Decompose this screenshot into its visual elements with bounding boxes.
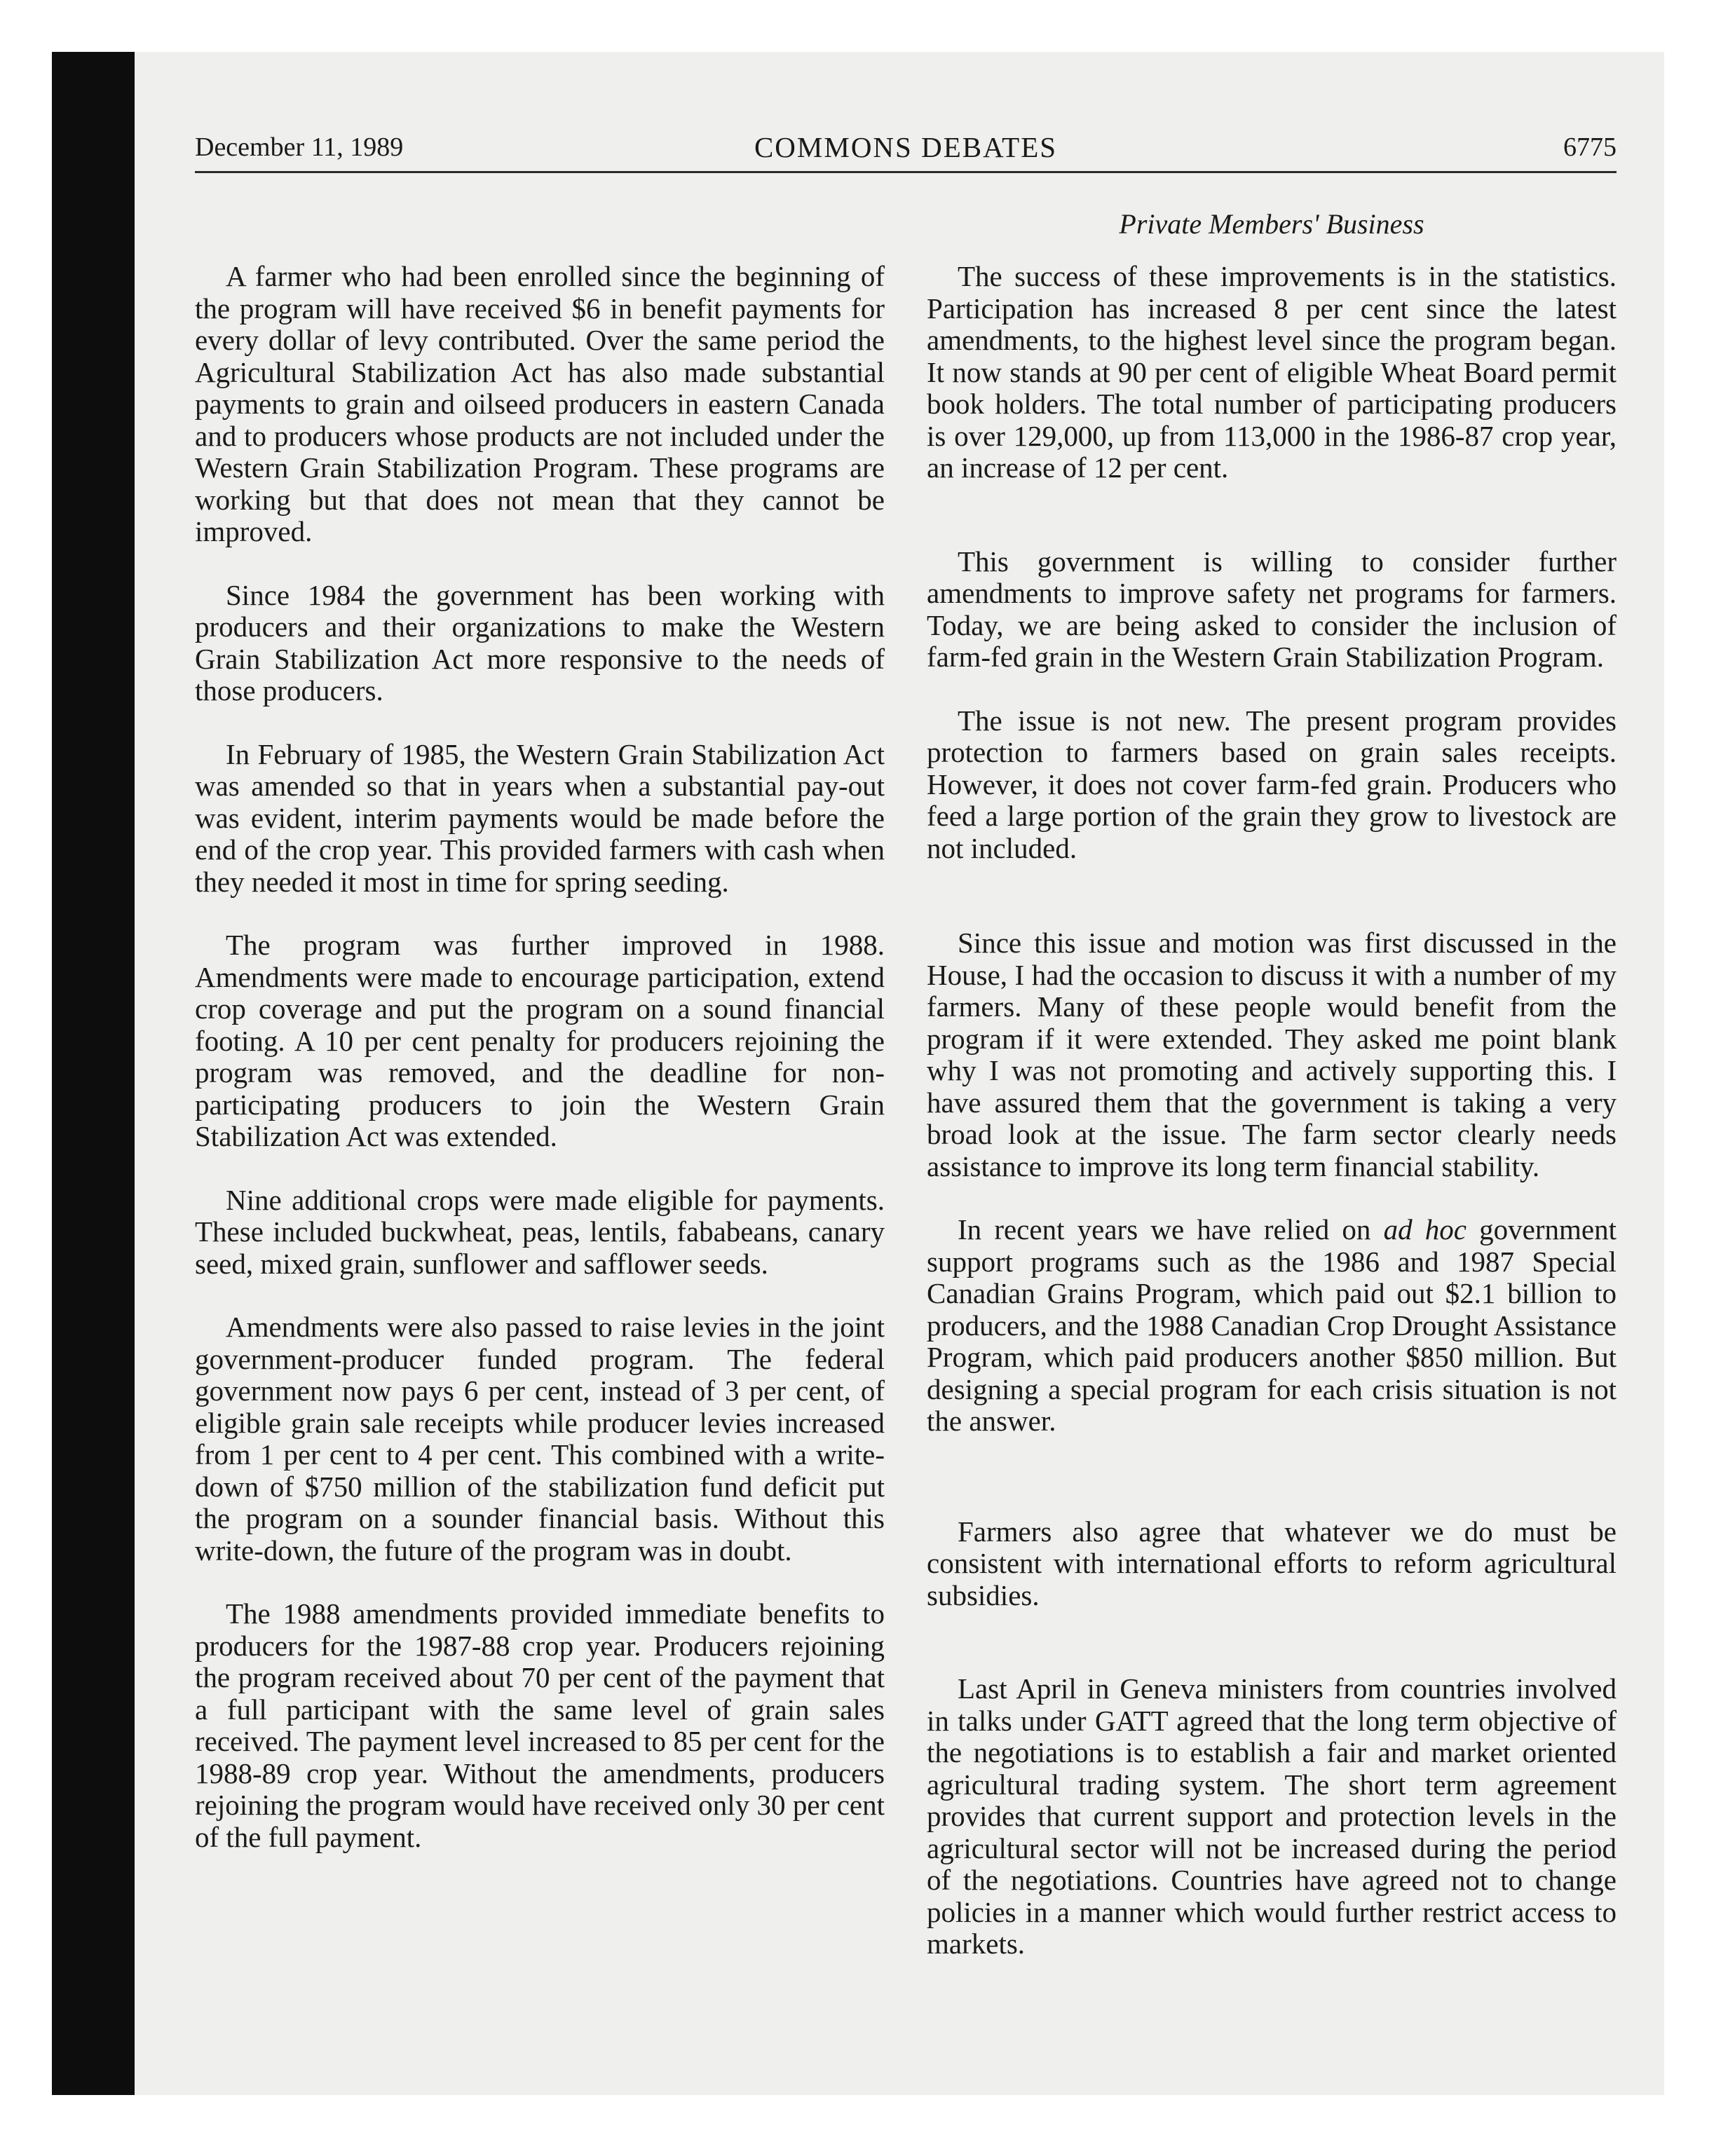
right-column — [927, 261, 1617, 1992]
paragraph: Nine additional crops were made eligible for payments. These included buckwheat, peas, lentils, fababeans, canary seed, mixed grain, sunflower and safflower seeds. — [195, 1183, 885, 1280]
header-rule — [195, 171, 1617, 173]
text-run: In recent years we have relied on — [958, 1213, 1384, 1246]
left-column — [195, 261, 885, 1885]
header-title: COMMONS DEBATES — [754, 131, 1058, 163]
paragraph: The issue is not new. The present program provides protection to farmers based on grain sales receipts. However, it does not cover farm-fed grain. Producers who feed a large portion of the grain they grow to livestock are not included. — [927, 704, 1617, 864]
paragraph: Farmers also agree that whatever we do must be consistent with international efforts to reform agricultural subsidies. — [927, 1515, 1617, 1611]
paragraph: This government is willing to consider further amendments to improve safety net programs for farmers. Today, we are being asked to consider the inclusion of farm-fed grain in the Western Grain Stabilization Program. — [927, 545, 1617, 673]
paragraph: Last April in Geneva ministers from countries involved in talks under GATT agreed that the long term objective of the negotiations is to establish a fair and market oriented agricultural trading system. The short term agreement provides that current support and protection levels in the agricultural sector will not be increased during the period of the negotiations. Countries have agreed not to change policies in a manner which would further restrict access to markets. — [927, 1672, 1617, 1960]
page-header — [195, 126, 1617, 168]
paragraph — [927, 1214, 1617, 1438]
paragraph: Since this issue and motion was first discussed in the House, I had the occasion to discuss it with a number of my farmers. Many of these people would benefit from the program if it were extended. They asked me point blank why I was not promoting and actively supporting this. I have assured them that the government is taking a very broad look at the issue. The farm sector clearly needs assistance to improve its long term financial stability. — [927, 927, 1617, 1182]
paragraph: Since 1984 the government has been working with producers and their organizations to make the Western Grain Stabilization Act more responsive to the needs of those producers. — [195, 578, 885, 707]
page-number: 6775 — [1563, 132, 1617, 162]
paragraph: A farmer who had been enrolled since the beginning of the program will have received $6 in benefit payments for every dollar of levy contributed. Over the same period the Agricultural Stabilization Act has also made substantial payments to grain and oilseed producers in eastern Canada and to producers whose products are not included under the Western Grain Stabilization Program. These programs are working but that does not mean that they cannot be improved. — [195, 260, 885, 547]
paragraph: The 1988 amendments provided immediate benefits to producers for the 1987-88 crop year. Producers rejoining the program received about 70 per cent of the payment that a full participant with the same level of grain sales received. The payment level increased to 85 per cent for the 1988-89 crop year. Without the amendments, producers rejoining the program would have received only 30 per cent of the full payment. — [195, 1597, 885, 1853]
italic-term: ad hoc — [1383, 1213, 1467, 1246]
paragraph: Amendments were also passed to raise levies in the joint government-producer funded program. The federal government now pays 6 per cent, instead of 3 per cent, of eligible grain sale receipts while producer levies increased from 1 per cent to 4 per cent. This combined with a write-down of $750 million of the stabilization fund deficit put the program on a sounder financial basis. Without this write-down, the future of the program was in doubt. — [195, 1311, 885, 1567]
paragraph: The program was further improved in 1988. Amendments were made to encourage participation, extend crop coverage and put the program on a sound financial footing. A 10 per cent penalty for producers rejoining the program was removed, and the deadline for non-participating producers to join the Western Grain Stabilization Act was extended. — [195, 929, 885, 1152]
header-date: December 11, 1989 — [195, 132, 404, 162]
paragraph: In February of 1985, the Western Grain Stabilization Act was amended so that in years when a substantial pay-out was evident, interim payments would be made before the end of the crop year. This provided farmers with cash when they needed it most in time for spring seeding. — [195, 737, 885, 898]
binding-edge — [52, 52, 135, 2095]
text-run: government support programs such as the 1986 and 1987 Special Canadian Grains Program, which paid out $2.1 billion to producers, and the 1988 Canadian Crop Drought Assistance Program, which paid producers another $850 million. But designing a special program for each crisis situation is not the answer. — [927, 1213, 1617, 1437]
paragraph: The success of these improvements is in the statistics. Participation has increased 8 per cent since the latest amendments, to the highest level since the program began. It now stands at 90 per cent of eligible Wheat Board permit book holders. The total number of participating producers is over 129,000, up from 113,000 in the 1986-87 crop year, an increase of 12 per cent. — [927, 260, 1617, 484]
section-heading: Private Members' Business — [1119, 208, 1424, 240]
